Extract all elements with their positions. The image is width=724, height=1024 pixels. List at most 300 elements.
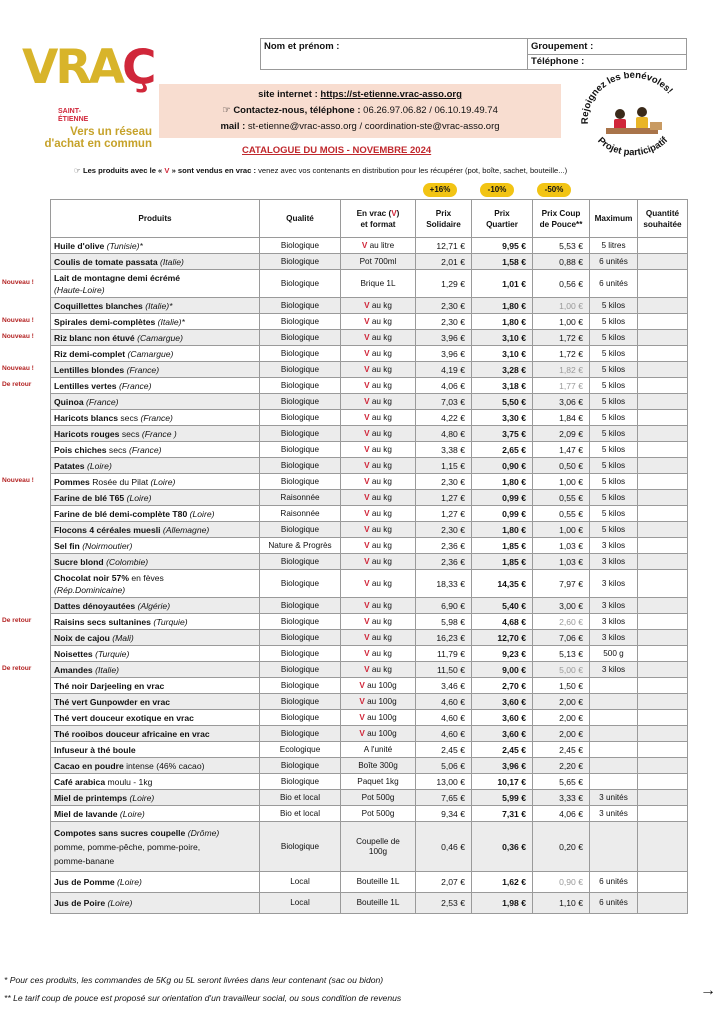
quantity-wanted-cell[interactable] [638,426,688,442]
quartier-pill: -10% [480,183,514,197]
table-row [51,694,688,710]
price-solidaire: 11,50 € [416,662,472,678]
price-coup-de-pouce: 1,00 € [533,522,590,538]
quantity-wanted-cell[interactable] [638,646,688,662]
quantity-wanted-cell[interactable] [638,598,688,614]
product-quality: Biologique [260,598,341,614]
table-row [51,298,688,314]
price-coup-de-pouce: 3,00 € [533,598,590,614]
table-row [51,758,688,774]
group-label: Groupement : [531,41,594,52]
table-row [51,394,688,410]
price-quartier: 10,17 € [472,774,533,790]
product-name: Thé rooibos douceur africaine en vrac [51,726,260,742]
price-coup-de-pouce: 1,47 € [533,442,590,458]
product-name: Noisettes (Turquie) [51,646,260,662]
table-row [51,742,688,758]
product-format: V au kg [341,538,416,554]
price-coup-de-pouce: 2,00 € [533,710,590,726]
maximum [590,694,638,710]
table-row [51,790,688,806]
price-coup-de-pouce: 1,03 € [533,538,590,554]
price-quartier: 1,80 € [472,522,533,538]
price-solidaire: 5,98 € [416,614,472,630]
quantity-wanted-cell[interactable] [638,410,688,426]
table-row [51,426,688,442]
product-quality: Local [260,872,341,893]
table-row [51,270,688,298]
table-header [51,200,688,238]
quantity-wanted-cell[interactable] [638,630,688,646]
price-solidaire: 0,46 € [416,822,472,872]
product-quality: Nature & Progrès [260,538,341,554]
price-solidaire: 2,30 € [416,314,472,330]
quantity-wanted-cell[interactable] [638,394,688,410]
maximum: 3 kilos [590,554,638,570]
price-coup-de-pouce: 1,00 € [533,298,590,314]
price-solidaire: 1,27 € [416,490,472,506]
price-quartier: 0,99 € [472,506,533,522]
quantity-wanted-cell[interactable] [638,442,688,458]
quantity-wanted-cell[interactable] [638,254,688,270]
quantity-wanted-cell[interactable] [638,726,688,742]
price-coup-de-pouce: 3,06 € [533,394,590,410]
product-quality: Biologique [260,630,341,646]
price-coup-de-pouce: 5,00 € [533,662,590,678]
price-coup-de-pouce: 1,00 € [533,314,590,330]
site-link[interactable]: https://st-etienne.vrac-asso.org [320,89,462,100]
product-format: V au kg [341,662,416,678]
maximum [590,774,638,790]
footnote-2: ** Le tarif coup de pouce est proposé sur orientation d'un travailleur social, ou sous condition de revenus [4,993,402,1003]
table-row [51,646,688,662]
price-coup-de-pouce: 4,06 € [533,806,590,822]
price-quartier: 0,99 € [472,490,533,506]
col-solidaire: Prix Solidaire [416,200,472,238]
product-format: Coupelle de 100g [341,822,416,872]
price-solidaire: 1,29 € [416,270,472,298]
price-coup-de-pouce: 7,97 € [533,570,590,598]
product-name: Riz blanc non étuvé (Camargue) [51,330,260,346]
product-name: Coquillettes blanches (Italie)* [51,298,260,314]
price-coup-de-pouce: 7,06 € [533,630,590,646]
price-coup-de-pouce: 1,72 € [533,330,590,346]
price-quartier: 1,80 € [472,474,533,490]
quantity-wanted-cell[interactable] [638,758,688,774]
price-quartier: 14,35 € [472,570,533,598]
price-quartier: 5,40 € [472,598,533,614]
price-quartier: 9,00 € [472,662,533,678]
product-quality: Biologique [260,710,341,726]
product-name: Amandes (Italie) [51,662,260,678]
product-format: V au 100g [341,726,416,742]
price-solidaire: 4,80 € [416,426,472,442]
maximum: 5 litres [590,238,638,254]
quantity-wanted-cell[interactable] [638,330,688,346]
col-maximum: Maximum [590,200,638,238]
price-quartier: 9,95 € [472,238,533,254]
col-quantite: Quantité souhaitée [638,200,688,238]
quantity-wanted-cell[interactable] [638,694,688,710]
product-quality: Biologique [260,522,341,538]
quantity-wanted-cell[interactable] [638,362,688,378]
bulk-note: ☞ Les produits avec le « V » sont vendus en vrac : venez avec vos contenants en distribution pour les récupérer (pot, boîte, sachet, bouteille...) [74,166,568,175]
product-quality: Biologique [260,570,341,598]
price-quartier: 3,60 € [472,726,533,742]
product-name: Raisins secs sultanines (Turquie) [51,614,260,630]
product-quality: Biologique [260,362,341,378]
quantity-wanted-cell[interactable] [638,346,688,362]
price-coup-de-pouce: 1,03 € [533,554,590,570]
table-row [51,474,688,490]
quantity-wanted-cell[interactable] [638,506,688,522]
price-quartier: 2,70 € [472,678,533,694]
product-name: Cacao en poudre intense (46% cacao) [51,758,260,774]
col-vrac: En vrac (V) et format [341,200,416,238]
maximum: 3 unités [590,790,638,806]
col-pouce: Prix Coup de Pouce** [533,200,590,238]
product-name: Noix de cajou (Mali) [51,630,260,646]
quantity-wanted-cell[interactable] [638,872,688,893]
product-format: V au kg [341,330,416,346]
side-label: De retour [2,617,32,624]
phone-label: Téléphone : [531,56,585,67]
product-format: V au kg [341,426,416,442]
maximum: 5 kilos [590,330,638,346]
quantity-wanted-cell[interactable] [638,490,688,506]
table-row [51,726,688,742]
price-quartier: 5,50 € [472,394,533,410]
product-quality: Biologique [260,726,341,742]
side-label: De retour [2,381,32,388]
table-row [51,458,688,474]
maximum: 5 kilos [590,522,638,538]
maximum: 5 kilos [590,362,638,378]
product-quality: Biologique [260,458,341,474]
quantity-wanted-cell[interactable] [638,710,688,726]
product-name: Thé noir Darjeeling en vrac [51,678,260,694]
price-quartier: 9,23 € [472,646,533,662]
product-quality: Biologique [260,662,341,678]
quantity-wanted-cell[interactable] [638,806,688,822]
product-format: Brique 1L [341,270,416,298]
quantity-wanted-cell[interactable] [638,474,688,490]
product-format: V au 100g [341,710,416,726]
price-quartier: 1,80 € [472,298,533,314]
price-quartier: 1,80 € [472,314,533,330]
product-name: Pois chiches secs (France) [51,442,260,458]
side-label: Nouveau ! [2,279,34,286]
price-solidaire: 2,01 € [416,254,472,270]
maximum [590,822,638,872]
price-quartier: 2,45 € [472,742,533,758]
table-row [51,506,688,522]
quantity-wanted-cell[interactable] [638,742,688,758]
maximum: 5 kilos [590,346,638,362]
price-coup-de-pouce: 1,72 € [533,346,590,362]
maximum [590,758,638,774]
table-row [51,238,688,254]
maximum: 5 kilos [590,474,638,490]
product-quality: Biologique [260,694,341,710]
product-name: Farine de blé T65 (Loire) [51,490,260,506]
mail-addresses: st-etienne@vrac-asso.org / coordination-ste@vrac-asso.org [247,121,500,132]
quantity-wanted-cell[interactable] [638,774,688,790]
product-name: Jus de Poire (Loire) [51,893,260,914]
table-row [51,570,688,598]
product-format: V au kg [341,314,416,330]
table-row [51,678,688,694]
product-quality: Biologique [260,298,341,314]
price-quartier: 3,60 € [472,694,533,710]
maximum [590,710,638,726]
price-quartier: 1,85 € [472,554,533,570]
product-name: Haricots rouges secs (France ) [51,426,260,442]
quantity-wanted-cell[interactable] [638,554,688,570]
product-quality: Local [260,893,341,914]
price-quartier: 1,62 € [472,872,533,893]
product-quality: Biologique [260,314,341,330]
product-quality: Biologique [260,254,341,270]
price-solidaire: 2,53 € [416,893,472,914]
product-name: Miel de printemps (Loire) [51,790,260,806]
price-quartier: 1,01 € [472,270,533,298]
svg-text:Projet participatif [595,134,670,158]
quantity-wanted-cell[interactable] [638,538,688,554]
price-quartier: 2,65 € [472,442,533,458]
logo-brand: VRAÇ [22,40,154,95]
price-coup-de-pouce: 2,00 € [533,694,590,710]
table-row [51,538,688,554]
product-format: V au kg [341,522,416,538]
side-label: Nouveau ! [2,365,34,372]
product-name: Huile d'olive (Tunisie)* [51,238,260,254]
price-quartier: 1,58 € [472,254,533,270]
next-page-arrow-icon[interactable]: → [700,982,716,999]
product-name: Compotes sans sucres coupelle (Drôme) pomme, pomme-pêche, pomme-poire, pomme-banane [51,822,260,872]
price-solidaire: 9,34 € [416,806,472,822]
price-solidaire: 2,07 € [416,872,472,893]
product-format: Pot 500g [341,806,416,822]
price-coup-de-pouce: 2,20 € [533,758,590,774]
price-quartier: 1,98 € [472,893,533,914]
price-solidaire: 13,00 € [416,774,472,790]
product-quality: Bio et local [260,806,341,822]
price-quartier: 3,60 € [472,710,533,726]
product-format: V au kg [341,442,416,458]
price-solidaire: 1,27 € [416,506,472,522]
side-label: De retour [2,665,32,672]
maximum: 3 kilos [590,630,638,646]
product-quality: Raisonnée [260,506,341,522]
table-row [51,662,688,678]
maximum: 3 kilos [590,614,638,630]
maximum: 5 kilos [590,378,638,394]
quantity-wanted-cell[interactable] [638,378,688,394]
product-quality: Biologique [260,394,341,410]
product-format: V au kg [341,646,416,662]
product-name: Thé vert douceur exotique en vrac [51,710,260,726]
product-name: Lait de montagne demi écrémé (Haute-Loire) [51,270,260,298]
price-coup-de-pouce: 1,82 € [533,362,590,378]
quantity-wanted-cell[interactable] [638,822,688,872]
product-format: V au kg [341,614,416,630]
price-coup-de-pouce: 2,00 € [533,726,590,742]
maximum [590,726,638,742]
table-row [51,822,688,872]
price-coup-de-pouce: 0,20 € [533,822,590,872]
maximum: 3 kilos [590,662,638,678]
product-quality: Biologique [260,410,341,426]
price-solidaire: 2,30 € [416,522,472,538]
product-quality: Biologique [260,474,341,490]
product-quality: Biologique [260,238,341,254]
price-solidaire: 4,22 € [416,410,472,426]
product-quality: Biologique [260,554,341,570]
quantity-wanted-cell[interactable] [638,314,688,330]
product-name: Sel fin (Noirmoutier) [51,538,260,554]
contact-box: site internet : https://st-etienne.vrac-asso.org ☞ Contactez-nous, téléphone : 06.26.97.06.82 / 06.10.19.49.74 mail : st-etienne@vrac-asso.org / coordination-ste@vrac-asso.org [159,84,561,138]
product-format: V au kg [341,554,416,570]
product-quality: Biologique [260,758,341,774]
maximum: 5 kilos [590,298,638,314]
price-solidaire: 4,06 € [416,378,472,394]
price-coup-de-pouce: 2,09 € [533,426,590,442]
price-coup-de-pouce: 0,90 € [533,872,590,893]
maximum: 6 unités [590,254,638,270]
product-name: Coulis de tomate passata (Italie) [51,254,260,270]
quantity-wanted-cell[interactable] [638,570,688,598]
price-quartier: 12,70 € [472,630,533,646]
product-name: Miel de lavande (Loire) [51,806,260,822]
product-format: Bouteille 1L [341,872,416,893]
price-solidaire: 2,30 € [416,474,472,490]
product-format: Paquet 1kg [341,774,416,790]
table-row [51,872,688,893]
table-row [51,806,688,822]
quantity-wanted-cell[interactable] [638,790,688,806]
price-quartier: 7,31 € [472,806,533,822]
price-solidaire: 4,60 € [416,694,472,710]
vrac-logo [22,40,154,154]
product-quality: Biologique [260,774,341,790]
product-format: V au litre [341,238,416,254]
product-format: V au 100g [341,678,416,694]
price-solidaire: 2,30 € [416,298,472,314]
maximum: 5 kilos [590,506,638,522]
product-format: Boîte 300g [341,758,416,774]
table-row [51,522,688,538]
logo-tagline: Vers un réseau d'achat en commun [44,126,152,150]
product-quality: Raisonnée [260,490,341,506]
quantity-wanted-cell[interactable] [638,662,688,678]
price-solidaire: 4,19 € [416,362,472,378]
product-quality: Biologique [260,378,341,394]
quantity-wanted-cell[interactable] [638,458,688,474]
price-coup-de-pouce: 1,77 € [533,378,590,394]
table-row [51,346,688,362]
price-coup-de-pouce: 1,10 € [533,893,590,914]
quantity-wanted-cell[interactable] [638,678,688,694]
product-quality: Biologique [260,614,341,630]
product-name: Lentilles blondes (France) [51,362,260,378]
price-quartier: 1,85 € [472,538,533,554]
catalog-table [50,199,688,914]
price-solidaire: 11,79 € [416,646,472,662]
product-quality: Bio et local [260,790,341,806]
price-solidaire: 2,45 € [416,742,472,758]
product-format: V au kg [341,458,416,474]
table-row [51,598,688,614]
price-solidaire: 2,36 € [416,554,472,570]
product-name: Sucre blond (Colombie) [51,554,260,570]
product-name: Dattes dénoyautées (Algérie) [51,598,260,614]
table-row [51,442,688,458]
table-row [51,554,688,570]
catalog-title: CATALOGUE DU MOIS - NOVEMBRE 2024 [242,145,432,156]
price-coup-de-pouce: 5,53 € [533,238,590,254]
product-name: Pommes Rosée du Pilat (Loire) [51,474,260,490]
price-solidaire: 5,06 € [416,758,472,774]
price-solidaire: 7,03 € [416,394,472,410]
product-name: Spirales demi-complètes (Italie)* [51,314,260,330]
table-row [51,774,688,790]
product-name: Riz demi-complet (Camargue) [51,346,260,362]
price-coup-de-pouce: 0,55 € [533,506,590,522]
quantity-wanted-cell[interactable] [638,522,688,538]
product-format: V au 100g [341,694,416,710]
price-solidaire: 2,36 € [416,538,472,554]
logo-city: SAINT- ÉTIENNE [58,108,89,123]
quantity-wanted-cell[interactable] [638,298,688,314]
col-qualite: Qualité [260,200,341,238]
table-row [51,314,688,330]
product-format: V au kg [341,570,416,598]
phone-numbers: 06.26.97.06.82 / 06.10.19.49.74 [363,105,498,116]
quantity-wanted-cell[interactable] [638,893,688,914]
name-label: Nom et prénom : [264,41,340,52]
product-name: Infuseur à thé boule [51,742,260,758]
product-quality: Biologique [260,678,341,694]
footnote-1: * Pour ces produits, les commandes de 5Kg ou 5L seront livrées dans leur contenant (sac ou bidon) [4,975,384,985]
order-form-header [260,38,687,70]
quantity-wanted-cell[interactable] [638,614,688,630]
price-quartier: 5,99 € [472,790,533,806]
pointing-hand-icon: ☞ [74,166,81,175]
maximum: 6 unités [590,872,638,893]
maximum: 6 unités [590,893,638,914]
quantity-wanted-cell[interactable] [638,270,688,298]
price-solidaire: 7,65 € [416,790,472,806]
price-quartier: 3,28 € [472,362,533,378]
price-coup-de-pouce: 2,60 € [533,614,590,630]
product-quality: Biologique [260,330,341,346]
badge-bottom-text: Projet participatif [595,134,671,159]
quantity-wanted-cell[interactable] [638,238,688,254]
product-format: V au kg [341,410,416,426]
price-coup-de-pouce: 0,88 € [533,254,590,270]
maximum: 5 kilos [590,394,638,410]
solidaire-pill: +16% [423,183,457,197]
price-solidaire: 1,15 € [416,458,472,474]
product-quality: Biologique [260,346,341,362]
maximum: 5 kilos [590,442,638,458]
side-label: Nouveau ! [2,477,34,484]
maximum [590,742,638,758]
maximum: 3 unités [590,806,638,822]
price-coup-de-pouce: 5,65 € [533,774,590,790]
price-coup-de-pouce: 5,13 € [533,646,590,662]
